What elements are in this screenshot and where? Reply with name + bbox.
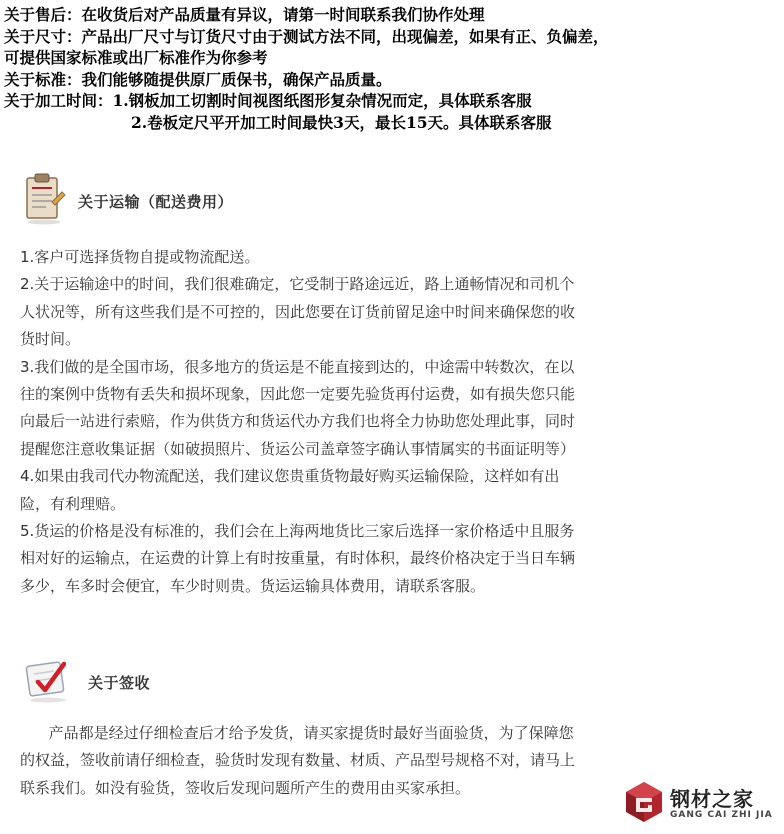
shipping-text	[20, 244, 720, 600]
text-line: 5.货运的价格是没有标准的，我们会在上海两地货比三家后选择一家价格适中且服务	[20, 522, 575, 541]
text-line: 向最后一站进行索赔，作为供货方和货运代办方我们也将全力协助您处理此事，同时	[20, 412, 576, 431]
terms-block	[4, 4, 782, 133]
brand-name: 钢材之家	[670, 787, 754, 811]
after-sales-line: 关于售后：在收货后对产品质量有异议，请第一时间联系我们协作处理	[4, 5, 485, 24]
text-line: 提醒您注意收集证据（如破损照片、货运公司盖章签字确认事情属实的书面证明等）	[20, 439, 576, 458]
text-line: 往的案例中货物有丢失和损坏现象，因此您一定要先验货再付运费，如有损失您只能	[20, 385, 576, 404]
shipping-title: 关于运输（配送费用）	[78, 192, 234, 211]
text-line: 多少，车多时会便宜，车少时则贵。货运运输具体费用，请联系客服。	[20, 576, 486, 595]
signing-title: 关于签收	[88, 673, 151, 692]
text-line: 人状况等，所有这些我们是不可控的，因此您要在订货前留足途中时间来确保您的收	[20, 302, 576, 321]
text-line: 的权益，签收前请仔细检查，验货时发现有数量、材质、产品型号规格不对，请马上	[20, 751, 576, 770]
processing-line-2: 2.卷板定尺平开加工时间最快3天，最长15天。具体联系客服	[131, 112, 552, 132]
text-line: 联系我们。如没有验货，签收后发现问题所产生的费用由买家承担。	[20, 778, 471, 797]
text-line: 4.如果由我司代办物流配送，我们建议您贵重货物最好购买运输保险，这样如有出	[20, 467, 560, 486]
clipboard-icon	[22, 172, 66, 230]
text-line: 产品都是经过仔细检查后才给予发货，请买家提货时最好当面验货，为了保障您	[20, 724, 574, 742]
size-line-1: 关于尺寸：产品出厂尺寸与订货尺寸由于测试方法不同，出现偏差，如果有正、负偏差，	[4, 26, 609, 46]
text-line: 1.客户可选择货物自提或物流配送。	[20, 248, 260, 266]
brand-pinyin: GANG CAI ZHI JIA	[670, 810, 773, 820]
size-line-2: 可提供国家标准或出厂标准作为你参考	[4, 48, 268, 67]
brand-logo	[624, 780, 773, 828]
text-line: 3.我们做的是全国市场，很多地方的货运是不能直接到达的，中途需中转数次，在以	[20, 357, 575, 376]
standard-line: 关于标准：我们能够随提供原厂质保书，确保产品质量。	[4, 69, 392, 89]
processing-line-1: 关于加工时间：1.钢板加工切割时间视图纸图形复杂情况而定，具体联系客服	[4, 91, 532, 110]
text-line: 2.关于运输途中的时间，我们很难确定，它受制于路途远近，路上通畅情况和司机个	[20, 275, 575, 294]
cube-logo-icon	[624, 780, 664, 828]
checkmark-icon	[24, 656, 76, 708]
text-line: 相对好的运输点，在运费的计算上有时按重量，有时体积，最终价格决定于当日车辆	[20, 549, 576, 568]
shipping-header	[22, 172, 233, 230]
text-line: 货时间。	[20, 330, 81, 349]
signing-text	[20, 720, 720, 802]
text-line: 险，有利理赔。	[20, 494, 126, 513]
signing-header	[24, 656, 150, 708]
